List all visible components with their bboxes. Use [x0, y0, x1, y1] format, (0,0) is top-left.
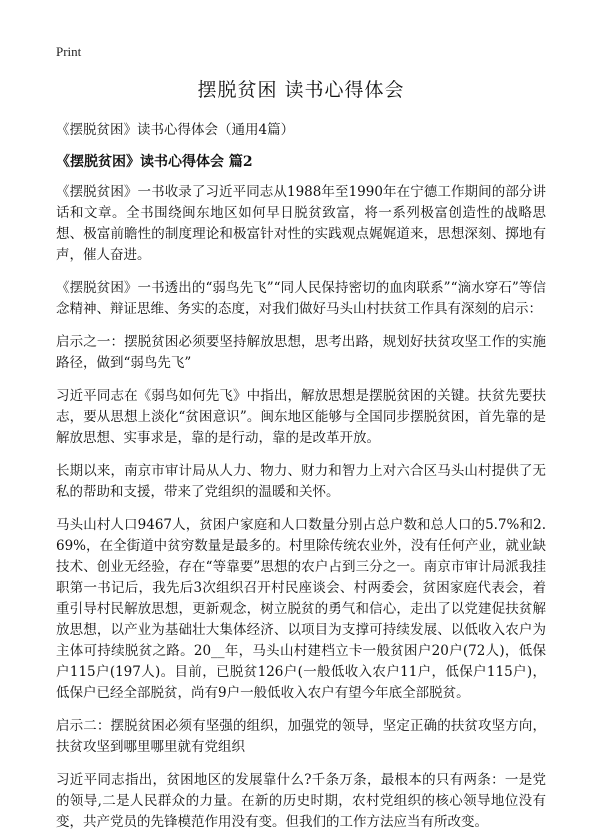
page-title: 摆脱贫困 读书心得体会 — [197, 79, 405, 101]
paragraph-2: 《摆脱贫困》一书透出的“弱鸟先飞”“同人民保持密切的血肉联系”“滴水穿石”等信念精神、辩证思维、务实的态度，对我们做好马头山村扶贫工作具有深刻的启示： — [56, 280, 546, 317]
document-subtitle: 《摆脱贫困》读书心得体会（通用4篇） — [56, 122, 295, 138]
paragraph-1: 《摆脱贫困》一书收录了习近平同志从1988年至1990年在宁德工作期间的部分讲话和文章。全书围绕闽东地区如何早日脱贫致富，将一系列极富创造性的战略思想、极富前瞻性的制度理论和极富针对性的实践观点娓娓道来，思想深刻、掷地有声，催人奋进。 — [56, 184, 546, 263]
paragraph-5: 长期以来，南京市审计局从人力、物力、财力和智力上对六合区马头山村提供了无私的帮助和支援，带来了党组织的温暖和关怀。 — [56, 463, 546, 500]
paragraph-4: 习近平同志在《弱鸟如何先飞》中指出，解放思想是摆脱贫困的关键。扶贫先要扶志，要从思想上淡化“贫困意识”。闽东地区能够与全国同步摆脱贫困，首先靠的是解放思想、实事求是，靠的是行动，靠的是改革开放。 — [56, 388, 546, 446]
section-heading: 《摆脱贫困》读书心得体会 篇2 — [56, 154, 253, 170]
paragraph-3: 启示之一：摆脱贫困必须要坚持解放思想，思考出路，规划好扶贫攻坚工作的实施路径，做到“弱鸟先飞” — [56, 334, 546, 371]
paragraph-6: 马头山村人口9467人，贫困户家庭和人口数量分别占总户数和总人口的5.7%和2.69%，在全街道中贫穷数量是最多的。村里除传统农业外，没有任何产业，就业缺技术、创业无经验，存在“等靠要”思想的农户占到三分之一。南京市审计局派我挂职第一书记后，我先后3次组织召开村民座谈会、村两委会，贫困家庭代表会，着重引导村民解放思想，更新观念，树立脱贫的勇气和信心，走出了以党建促扶贫解放思想，以产业为基础壮大集体经济、以项目为支撑可持续发展、以低收入农户为主体可持续脱贫之路。20__年，马头山村建档立卡一般贫困户20户(72人)，低保户115户(197人)。目前，已脱贫126户(一般低收入农户11户，低保户115户)，低保户已经全部脱贫，尚有9户一般低收入农户有望今年底全部脱贫。 — [56, 517, 546, 701]
print-label: Print — [56, 44, 82, 59]
paragraph-7: 启示二：摆脱贫困必须有坚强的组织，加强党的领导，坚定正确的扶贫攻坚方向，扶贫攻坚到哪里哪里就有党组织 — [56, 718, 546, 755]
paragraph-8: 习近平同志指出，贫困地区的发展靠什么?千条万条，最根本的只有两条：一是党的领导,二是人民群众的力量。在新的历史时期，农村党组织的核心领导地位没有变，共产党员的先锋模范作用没有变。但我们的工作方法应当有所改变。 — [56, 772, 546, 830]
